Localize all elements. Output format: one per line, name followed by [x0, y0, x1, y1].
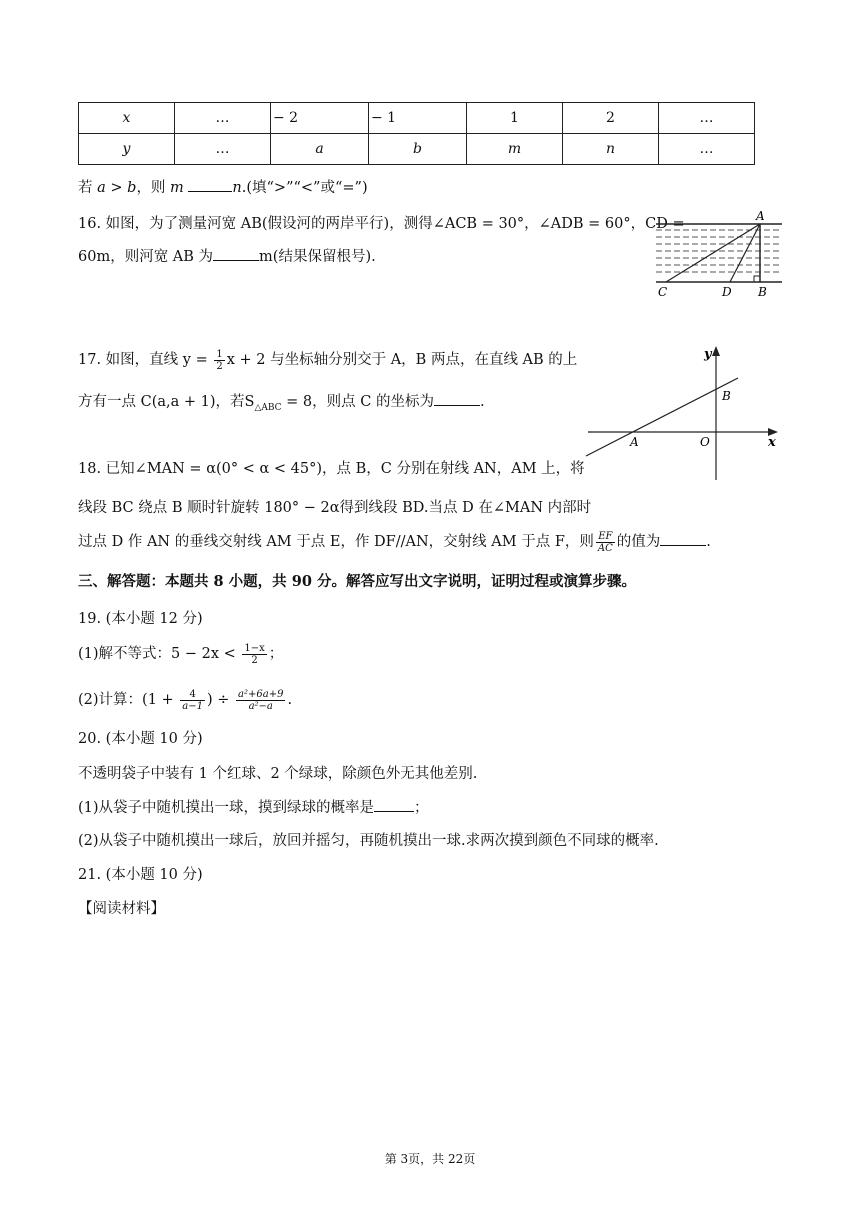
- numerator: EF: [596, 531, 615, 543]
- text: x + 2 与坐标轴分别交于 A，B 两点，在直线 AB 的上: [226, 352, 578, 368]
- fraction: [242, 643, 266, 666]
- value-table: [78, 102, 755, 165]
- page-footer: 第 3页，共 22页: [384, 1152, 476, 1166]
- label-c: C: [658, 285, 668, 299]
- table-cell: 2: [563, 103, 659, 134]
- label-y: y: [704, 347, 712, 362]
- text: 17. 如图，直线 y =: [78, 352, 213, 368]
- y-axis-arrow: [712, 346, 720, 356]
- fraction: [236, 689, 285, 712]
- table-cell: …: [659, 103, 755, 134]
- numerator: 4: [180, 689, 205, 701]
- fraction: [180, 689, 205, 712]
- q16-line1: 16. 如图，为了测量河宽 AB(假设河的两岸平行)，测得∠ACB = 30°，∠ADB = 60°，CD =: [78, 216, 685, 232]
- table-cell: y: [79, 134, 175, 165]
- numerator: a²+6a+9: [238, 688, 284, 700]
- answer-blank[interactable]: [434, 391, 480, 407]
- fraction: [596, 531, 615, 554]
- table-cell: …: [175, 134, 271, 165]
- q18-line1: 18. 已知∠MAN = α(0° < α < 45°)，点 B，C 分别在射线 AN，AM 上，将: [78, 461, 585, 477]
- numerator: 1: [216, 348, 223, 360]
- table-cell: a: [271, 134, 369, 165]
- answer-blank[interactable]: [213, 246, 259, 262]
- water-pattern: [656, 230, 782, 272]
- text: 的值为: [616, 534, 661, 550]
- label-a: A: [630, 435, 639, 449]
- section-heading: 三、解答题：本题共 8 小题，共 90 分。解答应写出文字说明，证明过程或演算步骤。: [78, 573, 636, 590]
- denominator: a²−a: [248, 700, 273, 712]
- denominator: a−1: [182, 700, 203, 712]
- table-cell: − 2: [271, 103, 369, 134]
- segment-ac: [666, 224, 760, 282]
- line-ab: [586, 378, 738, 456]
- q18-line3: [78, 530, 711, 554]
- q16-line2: [78, 245, 376, 266]
- text: 若: [78, 180, 98, 196]
- text: 60m，则河宽 AB 为: [78, 249, 214, 265]
- text: .(填“>”“<”或“=”): [241, 180, 368, 196]
- label-d: D: [722, 285, 732, 299]
- q19-heading: 19. (本小题 12 分): [78, 611, 203, 627]
- label-b: B: [722, 389, 731, 403]
- table-cell: x: [79, 103, 175, 134]
- reading-material-label: 【阅读材料】: [78, 901, 165, 917]
- river-figure: [650, 208, 790, 300]
- text: = 8，则点 C 的坐标为: [281, 394, 434, 410]
- text: 过点 D 作 AN 的垂线交射线 AM 于点 E，作 DF//AN，交射线 AM 于点 F，则: [78, 534, 594, 550]
- denominator: 2: [251, 654, 258, 666]
- label-b: B: [758, 285, 767, 299]
- table-cell: m: [467, 134, 563, 165]
- q17-line1: [78, 348, 577, 372]
- label-o: O: [700, 435, 710, 449]
- table-cell: b: [369, 134, 467, 165]
- text: ；: [268, 646, 284, 662]
- text: >: [105, 180, 128, 196]
- q20-stem: 不透明袋子中装有 1 个红球、2 个绿球，除颜色外无其他差别.: [78, 766, 478, 782]
- right-angle-mark: [754, 276, 760, 282]
- q21-heading: 21. (本小题 10 分): [78, 867, 203, 883]
- text: ；: [414, 800, 429, 816]
- table-cell: n: [563, 134, 659, 165]
- text: m: [170, 180, 184, 196]
- text: b: [127, 180, 137, 196]
- label-a: A: [756, 209, 765, 223]
- q20-part1: [78, 796, 429, 817]
- text: (1)解不等式：5 − 2x <: [78, 646, 241, 662]
- text: 方有一点 C(a,a + 1)，若S: [78, 394, 255, 410]
- text: .: [706, 534, 711, 550]
- text: (1)从袋子中随机摸出一球，摸到绿球的概率是: [78, 800, 375, 816]
- coordinate-figure: [582, 342, 782, 482]
- subscript: △ABC: [254, 402, 282, 413]
- q19-part2: [78, 688, 292, 712]
- q17-line2: [78, 390, 485, 413]
- table-row-y: [79, 134, 755, 165]
- text: n: [232, 180, 242, 196]
- text: .: [287, 692, 293, 708]
- text: (2)计算：(1 +: [78, 692, 179, 708]
- text: ) ÷: [207, 692, 235, 708]
- label-x: x: [768, 435, 776, 450]
- numerator: 1−x: [244, 642, 265, 654]
- q19-part1: [78, 642, 283, 666]
- q18-line2: 线段 BC 绕点 B 顺时针旋转 180° − 2α得到线段 BD.当点 D 在∠MAN 内部时: [78, 500, 592, 516]
- text: .: [479, 394, 485, 410]
- table-cell: …: [659, 134, 755, 165]
- table-cell: 1: [467, 103, 563, 134]
- table-cell: − 1: [369, 103, 467, 134]
- table-cell: …: [175, 103, 271, 134]
- text: m(结果保留根号).: [259, 249, 376, 265]
- q15-condition: [78, 176, 368, 197]
- text: a: [97, 180, 106, 196]
- q20-heading: 20. (本小题 10 分): [78, 731, 203, 747]
- q20-part2: (2)从袋子中随机摸出一球后，放回并摇匀，再随机摸出一球.求两次摸到颜色不同球的概率.: [78, 833, 659, 849]
- table-row-x: [79, 103, 755, 134]
- answer-blank[interactable]: [188, 177, 232, 193]
- fraction: [214, 349, 224, 372]
- answer-blank[interactable]: [374, 797, 414, 813]
- text: ，则: [136, 180, 171, 196]
- answer-blank[interactable]: [660, 531, 706, 547]
- denominator: AC: [597, 542, 613, 554]
- denominator: 2: [216, 360, 223, 372]
